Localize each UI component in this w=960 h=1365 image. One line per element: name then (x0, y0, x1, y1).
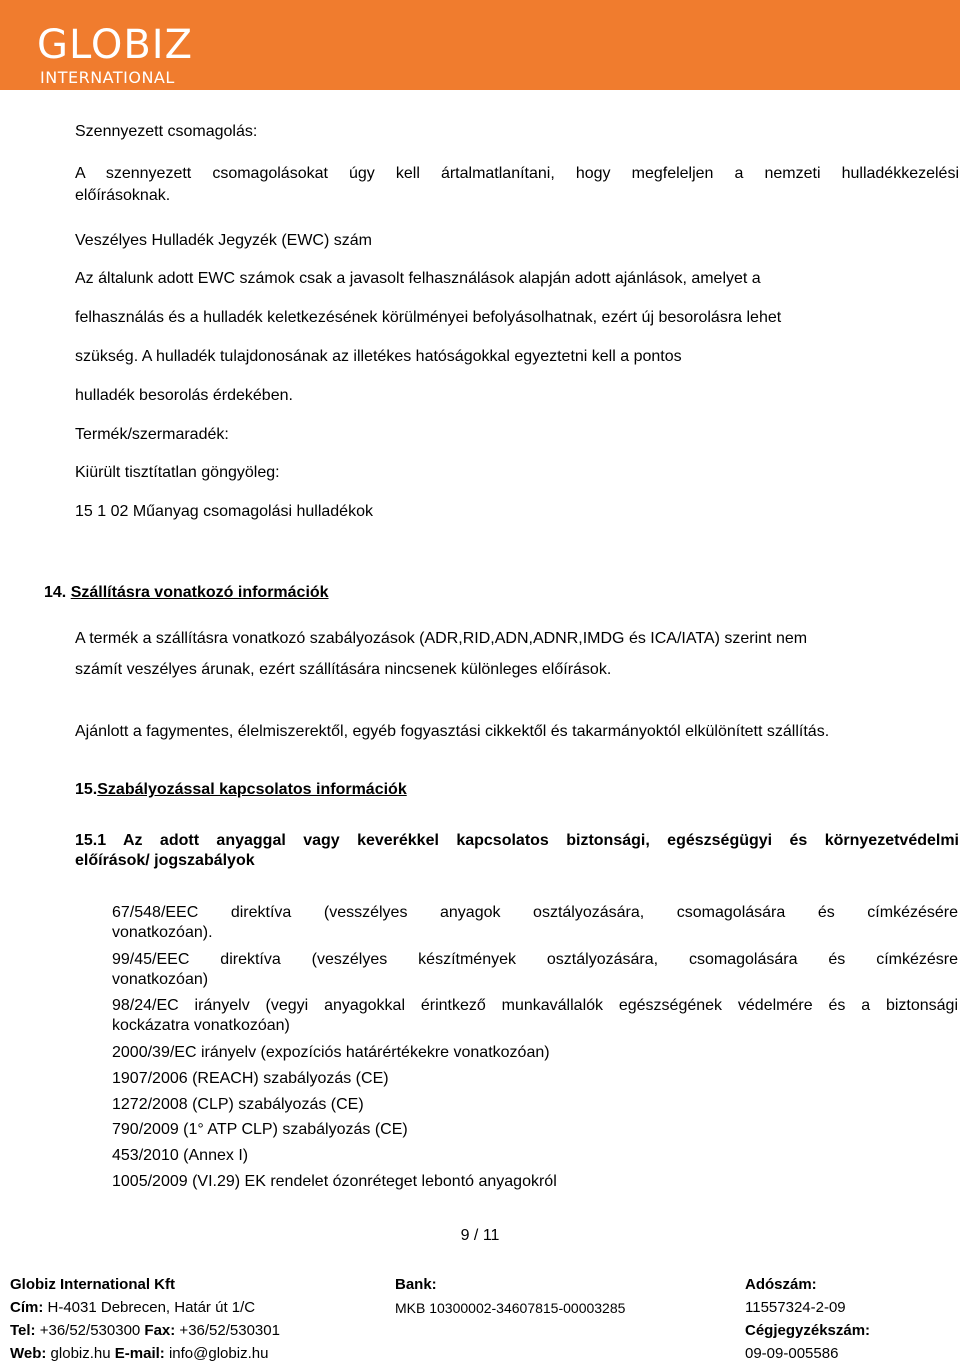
bank-label: Bank: (395, 1276, 437, 1293)
ewc-title: Veszélyes Hulladék Jegyzék (EWC) szám (75, 232, 372, 249)
contaminated-packaging-text-line1: A szennyezett csomagolásokat úgy kell ártalmatlanítani, hogy megfeleljen a nemzeti hulladékkezelési (75, 165, 959, 182)
section-15-heading (75, 780, 407, 800)
regulation-line-continued: vonatkozóan) (112, 971, 209, 988)
section-14-recommendation: Ajánlott a fagymentes, élelmiszerektől, egyéb fogyasztási cikkektől és takarmányoktól elkülönített szállítás. (75, 723, 830, 740)
regulation-item: 1005/2009 (VI.29) EK rendelet ózonréteget lebontó anyagokról (112, 1173, 557, 1190)
regulation-line: 67/548/EEC direktíva (vesszélyes anyagok osztályozására, csomagolására és címkézésére (112, 904, 958, 921)
ewc-text-line3: szükség. A hulladék tulajdonosának az illetékes hatóságokkal egyeztetni kell a pontos (75, 348, 682, 365)
regulation-item (112, 903, 958, 943)
web-link[interactable]: globiz.hu (46, 1345, 115, 1362)
web-label: Web: (10, 1345, 47, 1362)
regulation-item (112, 996, 958, 1036)
residue-label: Termék/szermaradék: (75, 426, 229, 443)
ewc-text-line1: Az általunk adott EWC számok csak a javasolt felhasználások alapján adott ajánlások, amelyet a (75, 270, 761, 287)
section-14-number: 14. (44, 584, 67, 601)
logo-name: GLOBIZ (37, 22, 193, 68)
regulation-line: 99/45/EEC direktíva (veszélyes készítmények osztályozására, csomagolására és címkézésre (112, 951, 958, 968)
section-14-text-line1: A termék a szállításra vonatkozó szabályozások (ADR,RID,ADN,ADNR,IMDG és ICA/IATA) szerint nem (75, 630, 808, 647)
section-15-title: Szabályozással kapcsolatos információk (97, 781, 407, 798)
bank-account: MKB 10300002-34607815-00003285 (395, 1300, 626, 1316)
header-band (0, 0, 960, 90)
company-name: Globiz International Kft (10, 1276, 175, 1293)
registration-number: 09-09-005586 (745, 1345, 839, 1362)
regulation-item (112, 950, 958, 990)
ewc-text-line2: felhasználás és a hulladék keletkezésének körülményei befolyásolhatnak, ezért új besorolásra lehet (75, 309, 782, 326)
regulation-item: 1272/2008 (CLP) szabályozás (CE) (112, 1096, 364, 1113)
regulation-item: 1907/2006 (REACH) szabályozás (CE) (112, 1070, 389, 1087)
address-value: H-4031 Debrecen, Határ út 1/C (43, 1299, 256, 1316)
logo-subtitle: INTERNATIONAL (40, 68, 175, 87)
regulation-line-continued: vonatkozóan). (112, 924, 213, 941)
contaminated-packaging-text-line2: előírásoknak. (75, 187, 171, 204)
page-number: 9 / 11 (460, 1227, 500, 1244)
fax-value: +36/52/530301 (175, 1322, 280, 1339)
tax-number: 11557324-2-09 (745, 1299, 846, 1316)
email-link[interactable]: info@globiz.hu (164, 1345, 269, 1362)
packaging-label: Kiürült tisztítatlan göngyöleg: (75, 464, 280, 481)
footer-company (10, 1275, 175, 1295)
contaminated-packaging-title: Szennyezett csomagolás: (75, 123, 258, 140)
footer-phone-fax (10, 1321, 280, 1341)
ewc-text-line4: hulladék besorolás érdekében. (75, 387, 293, 404)
footer-address (10, 1298, 255, 1318)
section-14-title: Szállításra vonatkozó információk (70, 584, 329, 601)
registration-label: Cégjegyzékszám: (745, 1322, 871, 1339)
address-label: Cím: (10, 1299, 44, 1316)
regulation-item: 453/2010 (Annex I) (112, 1147, 249, 1164)
footer-web-email (10, 1344, 268, 1364)
section-15-1-line1: 15.1 Az adott anyaggal vagy keverékkel kapcsolatos biztonsági, egészségügyi és környezetvédelmi (75, 832, 959, 849)
section-15-number: 15. (75, 781, 98, 798)
tel-value: +36/52/530300 (35, 1322, 145, 1339)
tel-label: Tel: (10, 1322, 36, 1339)
globiz-logo (37, 22, 237, 90)
section-14-text-line2: számít veszélyes árunak, ezért szállítására nincsenek különleges előírások. (75, 661, 612, 678)
regulation-item: 2000/39/EC irányelv (expozíciós határértékekre vonatkozóan) (112, 1044, 550, 1061)
regulation-item: 790/2009 (1° ATP CLP) szabályozás (CE) (112, 1121, 408, 1138)
section-14-heading (44, 583, 329, 603)
fax-label: Fax: (144, 1322, 176, 1339)
regulation-line-continued: kockázatra vonatkozóan) (112, 1017, 290, 1034)
section-15-1-line2: előírások/ jogszabályok (75, 852, 255, 869)
tax-label: Adószám: (745, 1276, 817, 1293)
waste-code: 15 1 02 Műanyag csomagolási hulladékok (75, 503, 373, 520)
email-label: E-mail: (114, 1345, 165, 1362)
regulation-line: 98/24/EC irányelv (vegyi anyagokkal érintkező munkavállalók egészségének védelmére és a biztonsági (112, 997, 958, 1014)
